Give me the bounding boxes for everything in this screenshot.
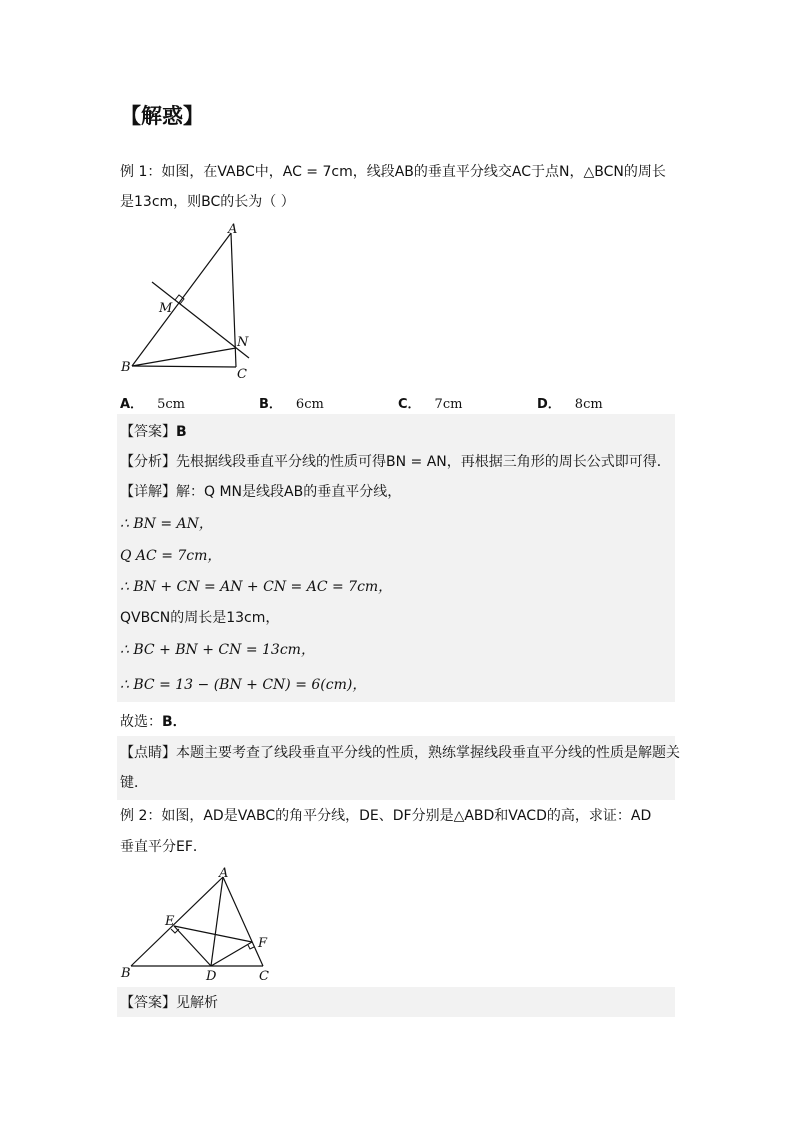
label-M: M <box>159 301 173 316</box>
label-B: B <box>121 966 131 981</box>
example1-choice: 故选：B． <box>120 714 187 730</box>
example1-question-line1: 例 1：如图，在VABC中，AC = 7cm，线段AB的垂直平分线交AC于点N，△BCN的周长 <box>120 164 666 180</box>
solution-step-4: QVBCN的周长是13cm， <box>120 610 280 626</box>
label-A: A <box>228 222 238 237</box>
example1-detail: 【详解】解：Q MN是线段AB的垂直平分线， <box>120 484 402 500</box>
solution-step-1: ∴ BN = AN， <box>120 516 213 532</box>
example2-question-line2: 垂直平分EF． <box>120 839 207 855</box>
label-A: A <box>219 866 229 881</box>
example2-question-line1: 例 2：如图，AD是VABC的角平分线，DE、DF分别是△ABD和VACD的高，求证：AD <box>120 808 652 824</box>
label-D: D <box>206 969 217 984</box>
example1-analysis: 【分析】先根据线段垂直平分线的性质可得BN = AN，再根据三角形的周长公式即可得． <box>120 454 671 470</box>
example2-answer: 【答案】见解析 <box>120 995 218 1011</box>
section-heading: 【解惑】 <box>120 104 204 128</box>
example1-comment: 【点睛】本题主要考查了线段垂直平分线的性质，熟练掌握线段垂直平分线的性质是解题关 <box>120 745 680 761</box>
solution-step-6: ∴ BC = 13 − (BN + CN) = 6(cm)， <box>120 677 367 693</box>
example1-answer: 【答案】B <box>120 424 187 440</box>
label-B: B <box>121 360 131 375</box>
label-C: C <box>259 969 269 984</box>
option-a: A． 5cm <box>120 397 185 412</box>
example2-triangle-figure <box>118 865 278 985</box>
example1-triangle-figure <box>118 220 258 385</box>
label-C: C <box>237 367 247 382</box>
example1-question-line2: 是13cm，则BC的长为（ ） <box>120 194 295 210</box>
label-F: F <box>258 936 268 951</box>
solution-step-5: ∴ BC + BN + CN = 13cm， <box>120 642 315 658</box>
option-c: C． 7cm <box>398 397 463 412</box>
solution-step-3: ∴ BN + CN = AN + CN = AC = 7cm， <box>120 579 393 595</box>
example1-comment-line2: 键． <box>120 775 148 791</box>
label-N: N <box>237 335 249 350</box>
option-b: B． 6cm <box>259 397 324 412</box>
solution-step-2: Q AC = 7cm， <box>120 548 222 564</box>
option-d: D． 8cm <box>537 397 603 412</box>
label-E: E <box>165 914 175 929</box>
